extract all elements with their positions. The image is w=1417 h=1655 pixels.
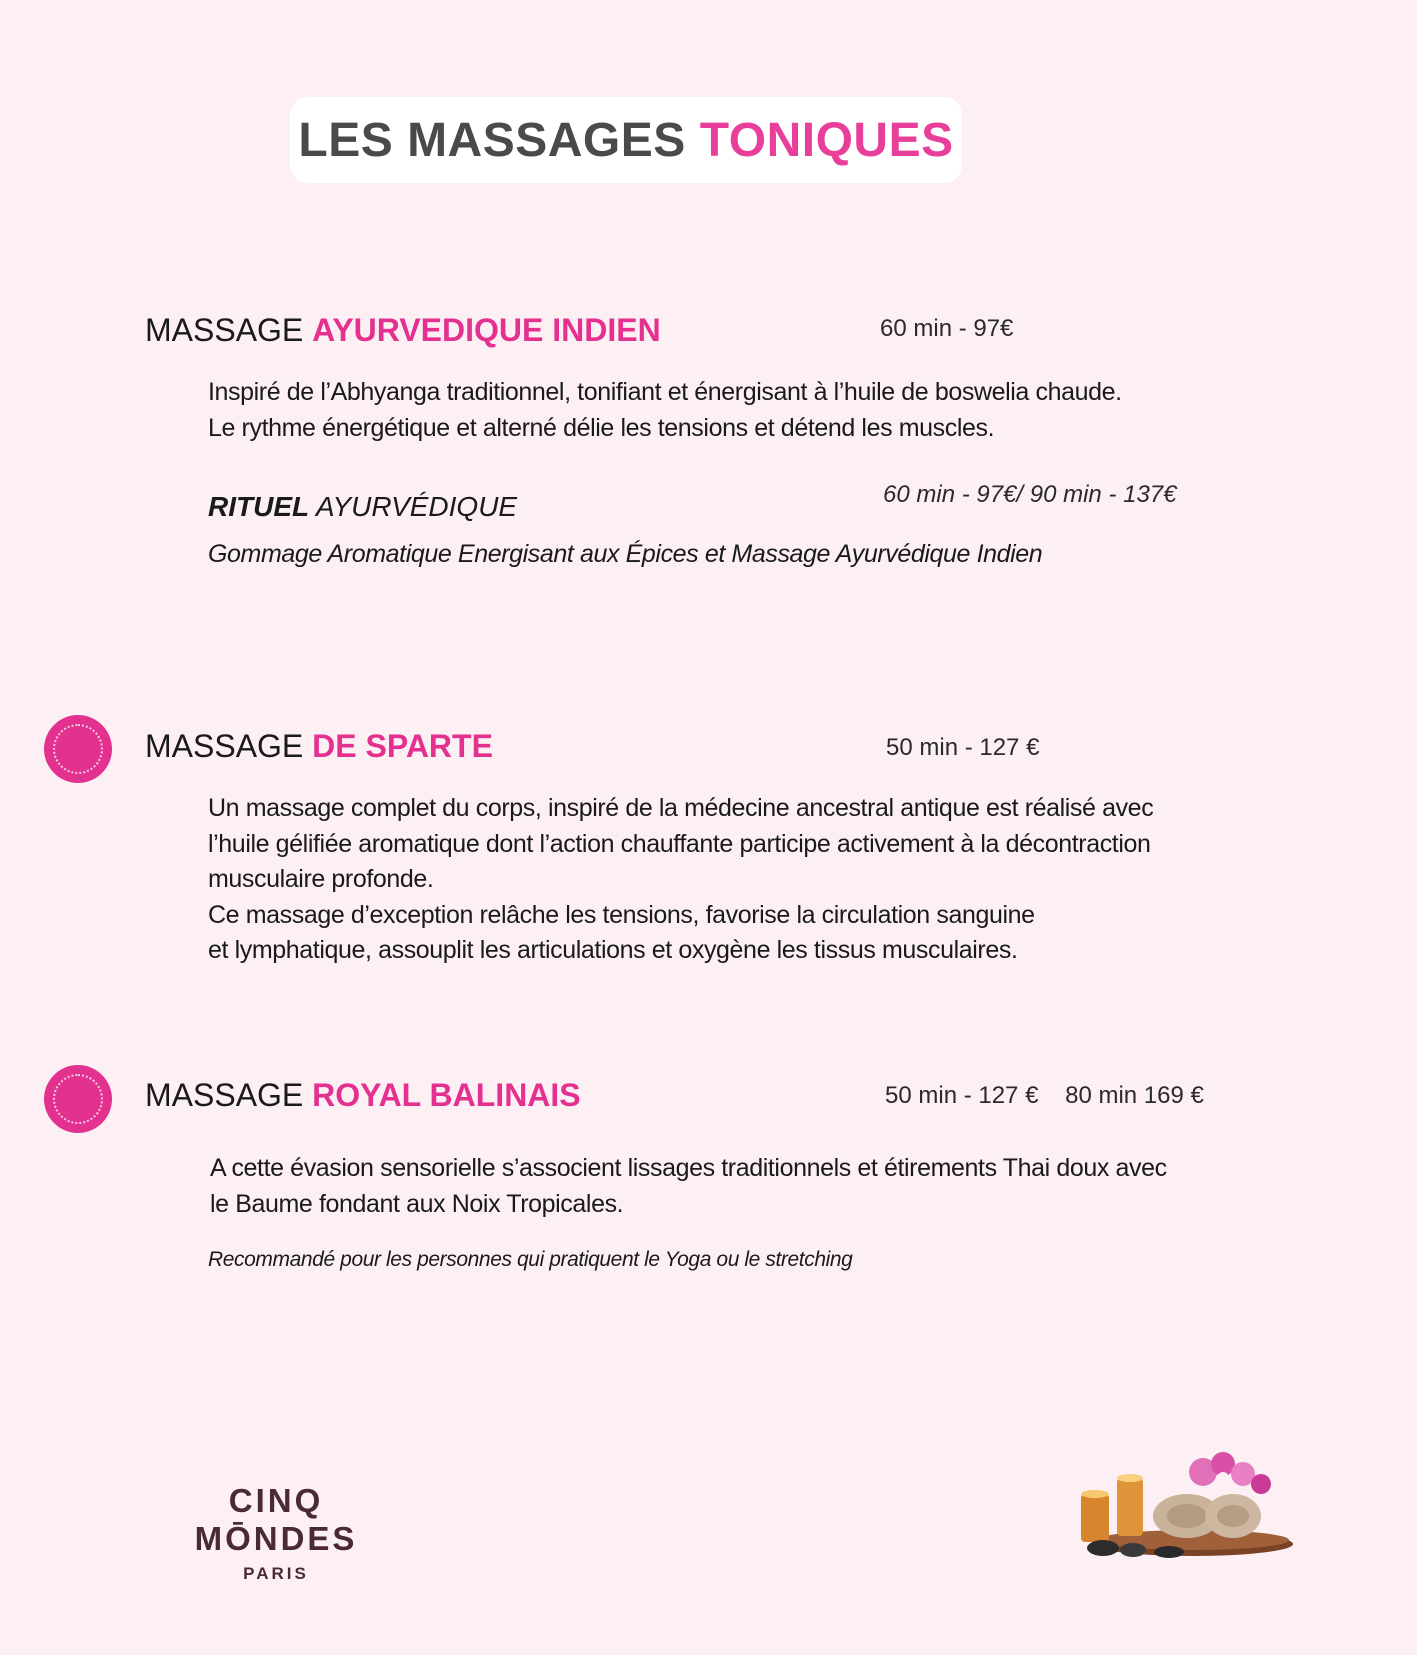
description-sparte [208, 791, 1153, 969]
price-balinais: 50 min - 127 € 80 min 169 € [885, 1082, 1204, 1109]
description-line: et lymphatique, assouplit les articulations et oxygène les tissus musculaires. [208, 936, 1018, 964]
description-line: A cette évasion sensorielle s’associent lissages traditionnels et étirements Thai doux avec [210, 1154, 1167, 1182]
section-title-balinais [145, 1077, 581, 1114]
spa-decoration-image [1075, 1450, 1300, 1560]
description-line: l’huile gélifiée aromatique dont l’action chauffante participe activement à la décontraction [208, 829, 1151, 858]
price-ayurvedique: 60 min - 97€ [880, 315, 1014, 342]
description-line: Le rythme énergétique et alterné délie les tensions et détend les muscles. [208, 413, 995, 442]
description-line: musculaire profonde. [208, 865, 434, 893]
description-line: Un massage complet du corps, inspiré de la médecine ancestral antique est réalisé avec [208, 794, 1154, 822]
price-ritual: 60 min - 97€/ 90 min - 137€ [883, 481, 1177, 508]
badge-icon [44, 715, 112, 783]
ritual-bold: RITUEL [208, 491, 310, 522]
recommendation-note: Recommandé pour les personnes qui pratiquent le Yoga ou le stretching [208, 1248, 853, 1271]
section-prefix: MASSAGE [145, 312, 304, 348]
description-line: le Baume fondant aux Noix Tropicales. [210, 1189, 624, 1218]
description-balinais [210, 1151, 1167, 1222]
brand-name: CINQ MŌNDES [194, 1482, 358, 1557]
badge-icon [44, 1065, 112, 1133]
ritual-name: AYURVÉDIQUE [315, 491, 518, 522]
brand-logo [145, 1482, 407, 1584]
ritual-description: Gommage Aromatique Energisant aux Épices et Massage Ayurvédique Indien [208, 540, 1043, 568]
section-prefix: MASSAGE [145, 1077, 304, 1113]
title-dark-text: LES MASSAGES [298, 113, 686, 167]
section-prefix: MASSAGE [145, 728, 304, 764]
description-line: Ce massage d’exception relâche les tensions, favorise la circulation sanguine [208, 900, 1035, 929]
section-name: DE SPARTE [312, 728, 493, 764]
section-name: AYURVEDIQUE INDIEN [312, 312, 661, 348]
section-title-sparte [145, 728, 493, 765]
section-name: ROYAL BALINAIS [312, 1077, 581, 1113]
description-line: Inspiré de l’Abhyanga traditionnel, tonifiant et énergisant à l’huile de boswelia chaude. [208, 378, 1122, 406]
brand-city: PARIS [243, 1564, 309, 1583]
page-title [290, 97, 962, 183]
title-pink-text: TONIQUES [699, 113, 954, 167]
price-sparte: 50 min - 127 € [886, 734, 1040, 761]
section-title-ayurvedique [145, 312, 661, 349]
description-ayurvedique [208, 375, 1122, 446]
ritual-title [208, 491, 517, 523]
